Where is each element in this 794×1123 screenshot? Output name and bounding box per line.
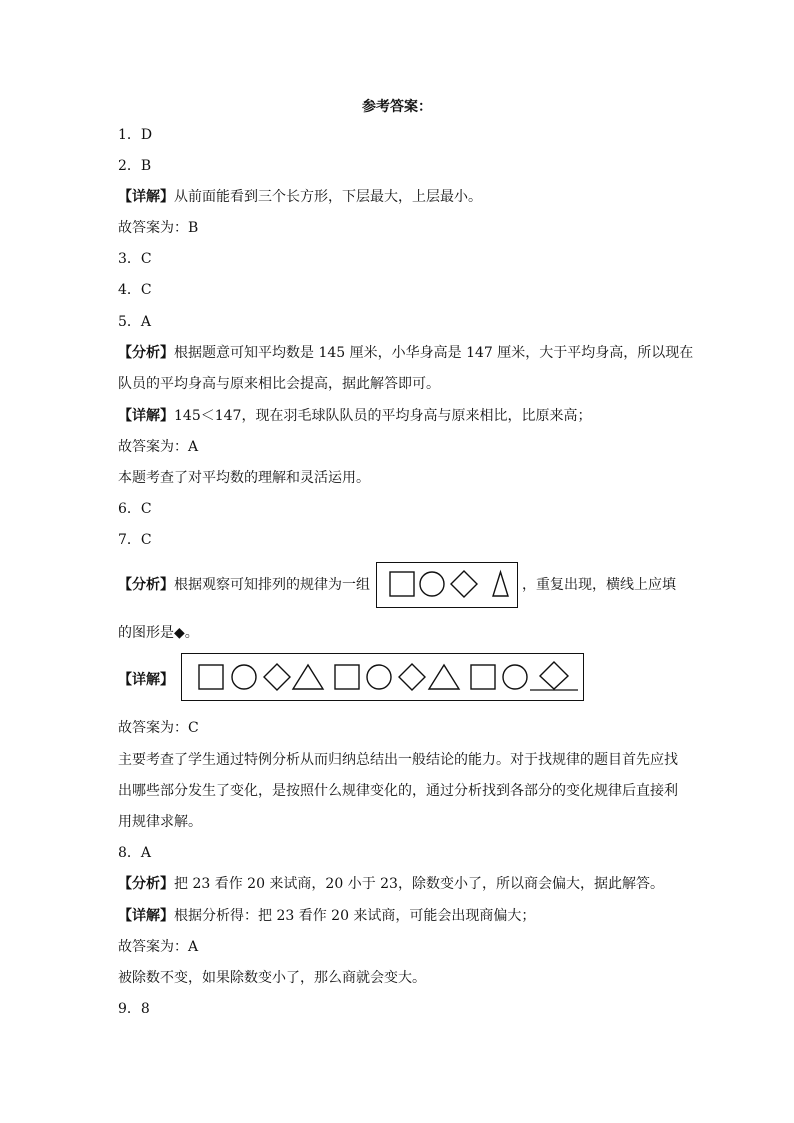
analysis-5-cont: 队员的平均身高与原来相比会提高，据此解答即可。 <box>118 376 440 392</box>
detail-8 <box>118 905 688 925</box>
analysis-text: 根据题意可知平均数是 145 厘米，小华身高是 147 厘米，大于平均身高，所以现在 <box>174 345 694 361</box>
answer-2: 2．B <box>118 158 152 174</box>
detail-7-tag: 【详解】 <box>118 672 174 688</box>
triangle-icon <box>293 665 323 689</box>
square-icon <box>199 665 223 689</box>
note-8: 被除数不变，如果除数变小了，那么商就会变大。 <box>118 970 426 986</box>
square-icon <box>471 665 495 689</box>
note-5: 本题考查了对平均数的理解和灵活运用。 <box>118 470 370 486</box>
analysis-text: 根据观察可知排列的规律为一组 <box>174 577 370 593</box>
circle-icon <box>503 665 527 689</box>
detail-text: 145＜147，现在羽毛球队队员的平均身高与原来相比，比原来高； <box>174 408 592 424</box>
pattern-sequence-box <box>181 653 584 701</box>
square-icon <box>390 572 414 596</box>
detail-5 <box>118 405 688 425</box>
answer-4: 4．C <box>118 282 152 298</box>
analysis-7-cont: 的图形是◆。 <box>118 625 199 641</box>
diamond-icon <box>451 571 477 597</box>
answer-5: 5．A <box>118 314 152 330</box>
square-icon <box>335 665 359 689</box>
analysis-text: 把 23 看作 20 来试商，20 小于 23，除数变小了，所以商会偏大，据此解答。 <box>174 876 664 892</box>
circle-icon <box>367 665 391 689</box>
triangle-icon <box>493 572 508 596</box>
analysis-tag: 【分析】 <box>118 577 174 593</box>
answer-7: 7．C <box>118 532 152 548</box>
conclusion-7: 故答案为：C <box>118 720 199 736</box>
pattern-group-box <box>376 562 518 608</box>
note-7-3: 用规律求解。 <box>118 814 202 830</box>
circle-icon <box>232 665 256 689</box>
conclusion-2: 故答案为：B <box>118 220 199 236</box>
conclusion-8: 故答案为：A <box>118 939 199 955</box>
answer-1: 1．D <box>118 127 153 143</box>
diamond-icon <box>399 664 425 690</box>
answer-8: 8．A <box>118 845 152 861</box>
detail-text: 根据分析得：把 23 看作 20 来试商，可能会出现商偏大； <box>174 908 536 924</box>
detail-tag: 【详解】 <box>118 908 174 924</box>
page-title: 参考答案： <box>362 99 432 115</box>
note-7-1: 主要考查了学生通过特例分析从而归纳总结出一般结论的能力。对于找规律的题目首先应找 <box>118 752 678 768</box>
detail-tag: 【详解】 <box>118 408 174 424</box>
note-7-2: 出哪些部分发生了变化，是按照什么规律变化的，通过分析找到各部分的变化规律后直接利 <box>118 783 678 799</box>
diamond-icon <box>540 662 568 689</box>
answer-6: 6．C <box>118 501 152 517</box>
detail-2 <box>118 186 688 206</box>
conclusion-5: 故答案为：A <box>118 439 199 455</box>
analysis-tag: 【分析】 <box>118 345 174 361</box>
analysis-5 <box>118 342 694 362</box>
diamond-icon <box>264 664 290 690</box>
detail-text: 从前面能看到三个长方形，下层最大，上层最小。 <box>174 189 482 205</box>
analysis-tag: 【分析】 <box>118 876 174 892</box>
analysis-7-start <box>118 574 370 594</box>
circle-icon <box>420 572 444 596</box>
answer-3: 3．C <box>118 251 152 267</box>
detail-tag: 【详解】 <box>118 189 174 205</box>
triangle-icon <box>429 665 459 689</box>
analysis-8 <box>118 873 688 893</box>
analysis-7-end: ，重复出现，横线上应填 <box>522 577 676 593</box>
answer-9: 9．8 <box>118 1001 150 1017</box>
